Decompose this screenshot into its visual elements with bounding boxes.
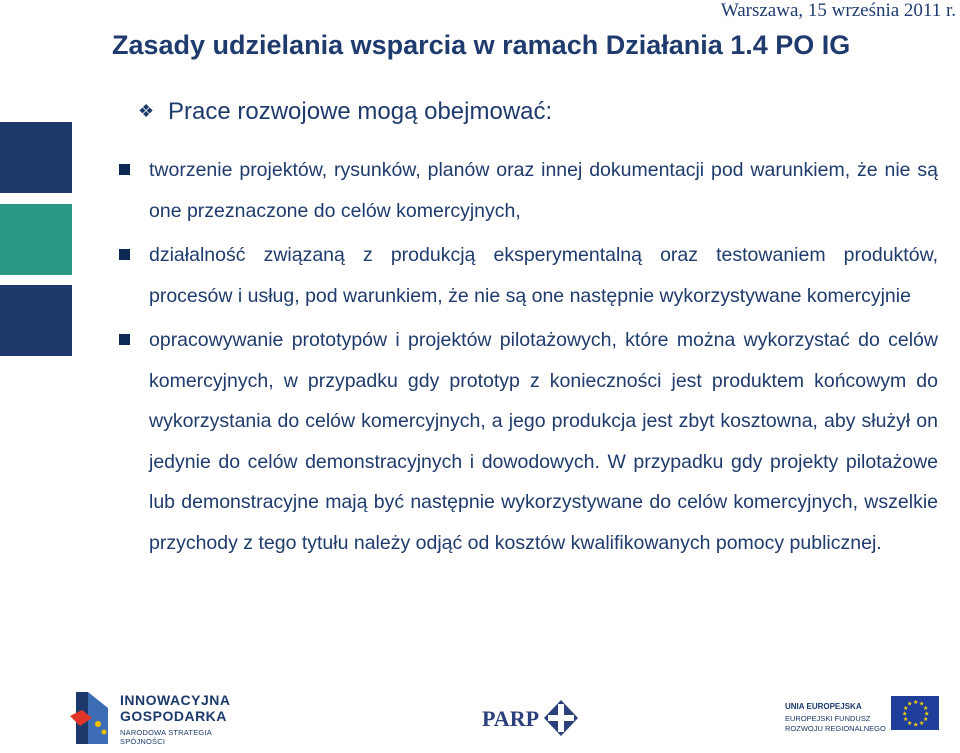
eu-logo-line1: UNIA EUROPEJSKA [785, 702, 862, 711]
decorative-block-teal [0, 204, 72, 275]
svg-text:★: ★ [907, 700, 913, 708]
bullet-list [114, 150, 938, 567]
svg-text:★: ★ [913, 699, 919, 706]
svg-text:★: ★ [924, 710, 930, 718]
svg-text:★: ★ [919, 700, 925, 708]
eu-flag-icon [891, 696, 939, 730]
page-title: Zasady udzielania wsparcia w ramach Działania 1.4 PO IG [112, 30, 851, 60]
ig-emblem-icon [68, 688, 114, 748]
decorative-block-navy-top [0, 122, 72, 193]
decorative-block-navy-bottom [0, 285, 72, 356]
list-item-text: tworzenie projektów, rysunków, planów oraz innej dokumentacji pod warunkiem, że nie są one przeznaczone do celów komercyjnych, [149, 159, 938, 222]
svg-text:★: ★ [903, 705, 909, 712]
svg-text:★: ★ [907, 720, 913, 727]
parp-emblem-icon [544, 700, 578, 736]
square-bullet-icon [119, 164, 130, 175]
subheading-text: Prace rozwojowe mogą obejmować: [168, 98, 553, 125]
footer-logos [0, 688, 960, 750]
svg-text:★: ★ [919, 720, 925, 727]
date-line: Warszawa, 15 września 2011 r. [720, 0, 956, 21]
svg-text:★: ★ [902, 710, 908, 718]
list-item-text: opracowywanie prototypów i projektów pilotażowych, które można wykorzystać do celów komercyjnych, w przypadku gdy prototyp z konieczności jest produktem końcowym do wykorzystania do celów komercyjnych, a jego produkcja jest zbyt kosztowna, aby służył on jedynie do celów demonstracyjnych i dowodowych. W przypadku gdy projekty pilotażowe lub demonstracyjne mają być następnie wykorzystywane do celów komercyjnych, wszelkie przychody z tego tytułu należy odjąć od kosztów kwalifikowanych pomocy publicznej. [149, 329, 938, 554]
eu-logo [785, 696, 940, 744]
parp-logo [482, 698, 582, 738]
ig-logo-line3: NARODOWA STRATEGIA SPÓJNOŚCI [120, 728, 212, 746]
parp-logo-text: PARP [482, 706, 540, 731]
list-item [114, 150, 938, 231]
svg-text:★: ★ [923, 705, 929, 712]
list-item-text: działalność związaną z produkcją eksperymentalną oraz testowaniem produktów, procesów i usług, pod warunkiem, że nie są one następnie wykorzystywane komercyjnie [149, 244, 938, 307]
eu-logo-line3: ROZWOJU REGIONALNEGO [785, 724, 886, 733]
svg-text:★: ★ [923, 716, 929, 723]
square-bullet-icon [119, 334, 130, 345]
svg-text:★: ★ [903, 716, 909, 723]
list-item [114, 235, 938, 316]
eu-logo-line2: EUROPEJSKI FUNDUSZ [785, 714, 871, 723]
innowacyjna-gospodarka-logo [68, 688, 258, 748]
ig-logo-line1: INNOWACYJNA [120, 692, 231, 708]
ig-logo-line2: GOSPODARKA [120, 708, 227, 724]
diamond-bullet-icon: ❖ [138, 101, 155, 121]
square-bullet-icon [119, 249, 130, 260]
list-item [114, 320, 938, 563]
subheading [138, 98, 552, 126]
svg-text:★: ★ [913, 721, 919, 729]
